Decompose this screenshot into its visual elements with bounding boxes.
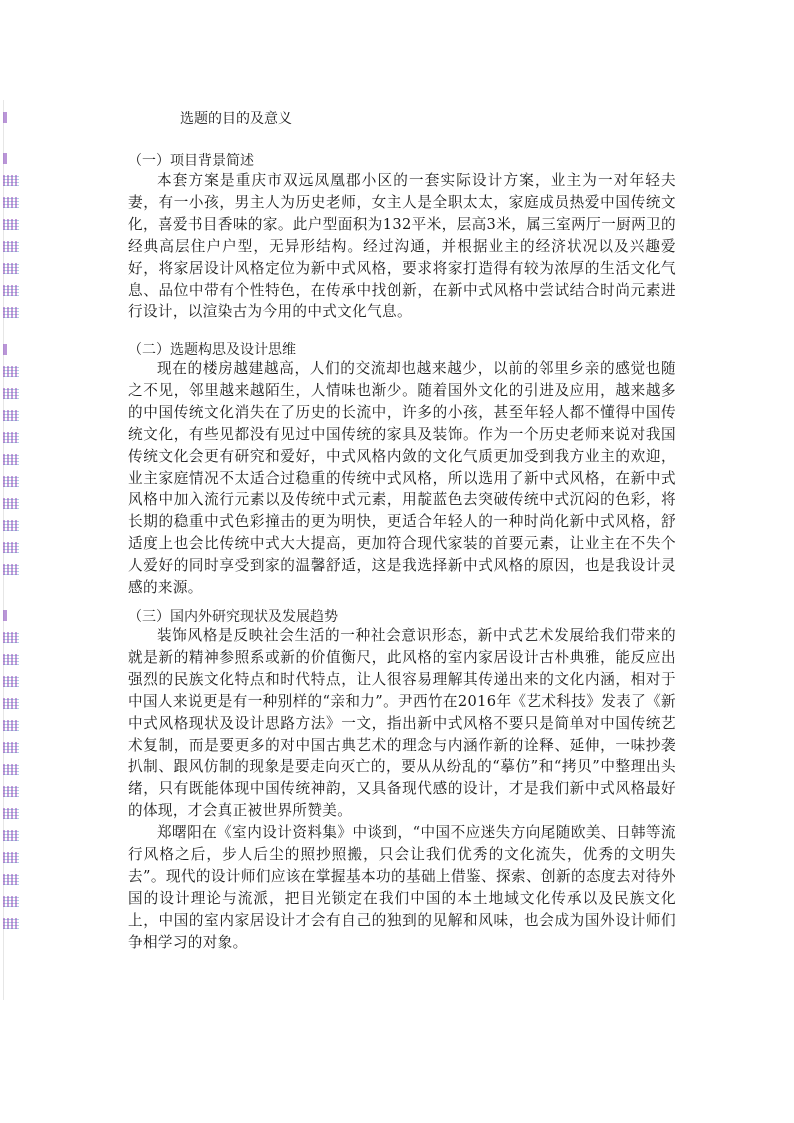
line-marker	[3, 720, 19, 731]
line-marker	[3, 808, 19, 819]
line-marker	[3, 153, 7, 164]
line-marker	[3, 698, 19, 709]
line-marker	[3, 896, 19, 907]
line-marker	[3, 632, 19, 643]
line-marker	[3, 197, 19, 208]
line-marker	[3, 454, 19, 465]
line-marker	[3, 830, 19, 841]
line-marker	[3, 112, 7, 123]
line-marker	[3, 285, 19, 296]
line-marker	[3, 852, 19, 863]
section-paragraph: 现在的楼房越建越高，人们的交流却也越来越少，以前的邻里乡亲的感觉也随之不见，邻里越来越陌生，人情味也渐少。随着国外文化的引进及应用，越来越多的中国传统文化消失在了历史的长流中，许多的小孩，甚至年轻人都不懂得中国传统文化，有些见都没有见过中国传统的家具及装饰。作为一个历史老师来说对我国传统文化会更有研究和爱好，中式风格内敛的文化气质更加受到我方业主的欢迎，业主家庭情况不太适合过稳重的传统中式风格，所以选用了新中式风格，在新中式风格中加入流行元素以及传统中式元素，用靛蓝色去突破传统中式沉闷的色彩，将长期的稳重中式色彩撞击的更为明快，更适合年轻人的一种时尚化新中式风格，舒适度上也会比传统中式大大提高，更加符合现代家装的首要元素，让业主在不失个人爱好的同时享受到家的温馨舒适，这是我选择新中式风格的原因，也是我设计灵感的来源。	[128, 360, 676, 597]
line-marker	[3, 263, 19, 274]
section-heading-concept: （二）选题构思及设计思维	[128, 342, 296, 358]
section-paragraph: 装饰风格是反映社会生活的一种社会意识形态，新中式艺术发展给我们带来的就是新的精神参照系或新的价值衡尺，此风格的室内家居设计古朴典雅，能反应出强烈的民族文化特点和时代特点，让人很容易理解其传递出来的文化内涵，相对于中国人来说更是有一种别样的“亲和力”。尹西竹在2016年《艺术科技》发表了《新中式风格现状及设计思路方法》一文，指出新中式风格不要只是简单对中国传统艺术复制，而是要更多的对中国古典艺术的理念与内涵作新的诠释、延伸，一味抄袭扒制、跟风仿制的现象是要走向灭亡的，要从从纷乱的“摹仿”和“拷贝”中整理出头绪，只有既能体现中国传统神韵，又具备现代感的设计，才是我们新中式风格最好的体现，才会真正被世界所赞美。	[128, 627, 676, 820]
section-paragraph: 郑曙阳在《室内设计资料集》中谈到，“中国不应迷失方向尾随欧美、日韩等流行风格之后，步人后尘的照抄照搬，只会让我们优秀的文化流失，优秀的文明失去”。现代的设计师们应该在掌握基本功的基础上借鉴、探索、创新的态度去对待外国的设计理论与流派，把目光锁定在我们中国的本土地域文化传承以及民族文化上，中国的室内家居设计才会有自己的独到的见解和风味，也会成为国外设计师们争相学习的对象。	[128, 824, 676, 951]
section-paragraph: 本套方案是重庆市双远凤凰郡小区的一套实际设计方案，业主为一对年轻夫妻，有一小孩，男主人为历史老师，女主人是全职太太，家庭成员热爱中国传统文化，喜爱书目香味的家。此户型面积为132平米，层高3米，属三室两厅一厨两卫的经典高层住户户型，无异形结构。经过沟通，并根据业主的经济状况以及兴趣爱好，将家居设计风格定位为新中式风格，要求将家打造得有较为浓厚的生活文化气息、品位中带有个性特色，在传承中找创新，在新中式风格中尝试结合时尚元素进行设计，以渲染古为今用的中式文化气息。	[128, 172, 676, 321]
line-marker	[3, 610, 7, 621]
line-marker	[3, 498, 19, 509]
line-marker	[3, 307, 19, 318]
line-marker	[3, 476, 19, 487]
line-marker	[3, 432, 19, 443]
line-marker	[3, 344, 7, 355]
line-marker	[3, 241, 19, 252]
document-title: 选题的目的及意义	[180, 111, 292, 127]
line-marker	[3, 366, 19, 377]
line-marker	[3, 219, 19, 230]
line-marker	[3, 542, 19, 553]
line-marker	[3, 564, 19, 575]
line-marker	[3, 175, 19, 186]
line-marker	[3, 676, 19, 687]
line-marker	[3, 410, 19, 421]
line-marker	[3, 786, 19, 797]
line-marker	[3, 918, 19, 929]
line-marker	[3, 764, 19, 775]
line-marker	[3, 654, 19, 665]
line-marker	[3, 742, 19, 753]
line-marker	[3, 520, 19, 531]
line-marker	[3, 388, 19, 399]
section-heading-background: （一）项目背景简述	[128, 153, 254, 169]
line-marker-gutter	[3, 0, 25, 1123]
section-heading-research: （三）国内外研究现状及发展趋势	[128, 609, 338, 625]
line-marker	[3, 874, 19, 885]
